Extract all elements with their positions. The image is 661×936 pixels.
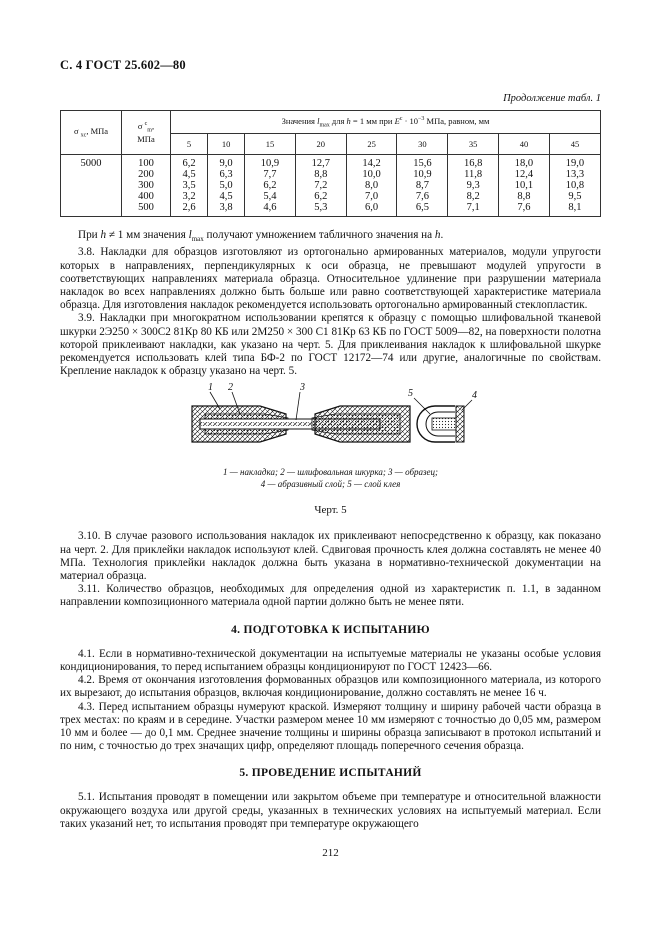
- sigma-m-cell: [122, 155, 171, 217]
- sigma-xc-cell: 5000: [61, 155, 122, 217]
- table-value: 2,6: [182, 202, 196, 213]
- page-header: С. 4 ГОСТ 25.602—80: [60, 58, 186, 72]
- sigma-m-value: 200: [138, 169, 154, 180]
- figure-legend-line-1: 1 — накладка; 2 — шлифовальная шкурка; 3 — образец;: [223, 467, 438, 478]
- table-value: 8,8: [314, 169, 328, 180]
- e-value-header: 40: [499, 134, 550, 155]
- table-value: 19,0: [565, 158, 585, 169]
- table-value: 6,0: [365, 202, 379, 213]
- table-value: 6,2: [263, 180, 277, 191]
- abrasive-detail: [414, 398, 472, 442]
- table-value: 12,7: [311, 158, 330, 169]
- paragraph-3-10: 3.10. В случае разового использования накладок их приклеивают непосредственно к образцу, как показано на черт. 2. Для приклейки накладок используют клей. Сдвиговая прочность клея должна составлять не менее 40 МПа. Технология приклейки накладок должна быть указана в нормативно-технической документации на материал образца.: [60, 530, 601, 583]
- table-value: 10,9: [413, 169, 432, 180]
- table-value: 7,6: [415, 191, 429, 202]
- table-value: 15,6: [413, 158, 432, 169]
- col-cell: [245, 155, 296, 217]
- data-table: [60, 110, 601, 217]
- table-value: 4,5: [182, 169, 196, 180]
- col-sigma-m-header: σ $^c_m$, МПа: [122, 111, 171, 155]
- figure-legend: [60, 466, 601, 490]
- table-value: 10,1: [514, 180, 534, 191]
- paragraph-3-9: 3.9. Накладки при многократном использовании крепятся к образцу с помощью шлифовальной тканевой шкурки 2Э250 × 300С2 81Кр 80 КБ или 2М250 × 300 С1 81Кр 63 КБ по ГОСТ 5009—82, на поверхности полотна которой приклеивают накладки, как указано на черт. 5. Для приклеивания накладок к шлифовальной шкурке рекомендуется использовать клей типа БФ-2 по ГОСТ 12172—74 или другие, аналогичные по свойствам. Крепление накладок к образцу указано на черт. 5.: [60, 312, 601, 378]
- table-value: 11,8: [464, 169, 483, 180]
- span-header: Значения $l_{max}$ для h = 1 мм при $E^c \cdot 10^{-3}$ МПа, равном, мм: [171, 111, 601, 134]
- table-value: 6,3: [219, 169, 233, 180]
- table-value: 12,4: [514, 169, 534, 180]
- table-value: 7,0: [365, 191, 379, 202]
- table-value: 10,0: [362, 169, 381, 180]
- col-sigma-xc-header: σ $_{xc}$, МПа: [61, 111, 122, 155]
- table-value: 5,0: [219, 180, 233, 191]
- paragraph-3-11: 3.11. Количество образцов, необходимых для определения одной из характеристик п. 1.1, в заданном направлении композиционного материала одной партии должно быть не менее пяти.: [60, 583, 601, 609]
- table-value: 8,1: [568, 202, 582, 213]
- table-value: 8,7: [415, 180, 429, 191]
- sigma-m-value: 100: [138, 158, 154, 169]
- table-value: 8,2: [466, 191, 480, 202]
- e-value-header: 35: [448, 134, 499, 155]
- e-value-header: 20: [295, 134, 346, 155]
- document-page: [60, 58, 601, 859]
- col-cell: [448, 155, 499, 217]
- table-value: 7,1: [466, 202, 480, 213]
- fig-label-4: 4: [472, 390, 477, 402]
- sigma-m-value: 400: [138, 191, 154, 202]
- paragraph-4-1: 4.1. Если в нормативно-технической документации на испытуемые материалы не указаны особые условия кондиционирования, то перед испытанием образцы кондиционируют по ГОСТ 12423—66.: [60, 647, 601, 673]
- figure-5: [60, 384, 601, 466]
- specimen-assembly: [192, 392, 410, 442]
- figure-5-drawing: [60, 384, 601, 466]
- paragraph-4-3: 4.3. Перед испытанием образцы нумеруют краской. Измеряют толщину и ширину рабочей части образца в трех местах: по краям и в середине. Участки размером менее 10 мм измеряют с точностью до 0,05 мм, размером 10 мм и более — до 0,1 мм. Среднее значение толщины и ширины образца записывают в протокол испытаний и по ним, с точностью до трех значащих цифр, определяют площадь поперечного сечения образца.: [60, 700, 601, 753]
- table-value: 10,9: [260, 158, 280, 169]
- table-continuation-label: Продолжение табл. 1: [503, 93, 601, 104]
- table-value: 8,0: [365, 180, 379, 191]
- e-value-header: 15: [245, 134, 296, 155]
- table-value: 7,6: [517, 202, 531, 213]
- fig-label-3: 3: [300, 382, 305, 394]
- sigma-m-value: 300: [138, 180, 154, 191]
- table-value: 6,2: [182, 158, 196, 169]
- table-value: 3,2: [182, 191, 196, 202]
- col-cell: [499, 155, 550, 217]
- section-5-heading: 5. ПРОВЕДЕНИЕ ИСПЫТАНИЙ: [239, 767, 422, 780]
- table-value: 8,8: [517, 191, 531, 202]
- table-value: 4,5: [219, 191, 233, 202]
- note-paragraph: При h ≠ 1 мм значения $l_{max}$ получают умножением табличного значения на h.: [78, 229, 444, 244]
- col-cell: [549, 155, 600, 217]
- fig-label-2: 2: [228, 382, 233, 394]
- table-value: 5,3: [314, 202, 328, 213]
- table-value: 6,2: [314, 191, 328, 202]
- fig-label-1: 1: [208, 382, 213, 394]
- table-value: 10,8: [565, 180, 585, 191]
- figure-title: Черт. 5: [314, 504, 347, 517]
- table-value: 4,6: [263, 202, 277, 213]
- col-cell: [171, 155, 208, 217]
- e-value-header: 30: [397, 134, 448, 155]
- fig-label-5: 5: [408, 388, 413, 400]
- e-value-header: 10: [208, 134, 245, 155]
- figure-legend-line-2: 4 — абразивный слой; 5 — слой клея: [260, 479, 401, 490]
- table-value: 3,5: [182, 180, 196, 191]
- paragraph-5-1: 5.1. Испытания проводят в помещении или закрытом объеме при температуре и относительной влажности окружающего воздуха или другой среды, указанных в технических условиях на испытуемый материал. Если таких указаний нет, то испытания проводят при температуре окружающего: [60, 791, 601, 830]
- table-value: 7,7: [263, 169, 277, 180]
- page-number: 212: [322, 846, 339, 859]
- table-value: 13,3: [565, 169, 585, 180]
- table-value: 16,8: [463, 158, 483, 169]
- table-value: 5,4: [263, 191, 277, 202]
- table-value: 18,0: [514, 158, 534, 169]
- section-4-heading: 4. ПОДГОТОВКА К ИСПЫТАНИЮ: [231, 623, 430, 636]
- e-value-header: 5: [171, 134, 208, 155]
- col-cell: [397, 155, 448, 217]
- e-value-header: 25: [346, 134, 397, 155]
- e-value-header: 45: [549, 134, 600, 155]
- col-cell: [208, 155, 245, 217]
- paragraph-4-2: 4.2. Время от окончания изготовления формованных образцов или композиционного материала, из которого их вырезают, до испытания образцов, включая кондиционирование, должно составлять не менее 16 ч.: [60, 674, 601, 700]
- table-value: 14,2: [362, 158, 381, 169]
- table-value: 9,5: [568, 191, 582, 202]
- col-cell: [295, 155, 346, 217]
- table-value: 6,5: [415, 202, 429, 213]
- table-value: 9,0: [219, 158, 233, 169]
- table-value: 7,2: [314, 180, 328, 191]
- sigma-m-value: 500: [138, 202, 154, 213]
- table-value: 3,8: [219, 202, 233, 213]
- table-value: 9,3: [466, 180, 480, 191]
- col-cell: [346, 155, 397, 217]
- paragraph-3-8: 3.8. Накладки для образцов изготовляют из ортогонально армированных материалов, модули упругости которых в направлениях, перпендикулярных к оси образца, не превышают модулей упругости в соответствующих направлениях материала образца. Относительное удлинение при разрушении материала накладок во всех направлениях должно быть больше или равно соответствующей характеристике материала образца. Для изготовления накладок рекомендуется использовать ортогонально армированный стеклопластик.: [60, 246, 601, 312]
